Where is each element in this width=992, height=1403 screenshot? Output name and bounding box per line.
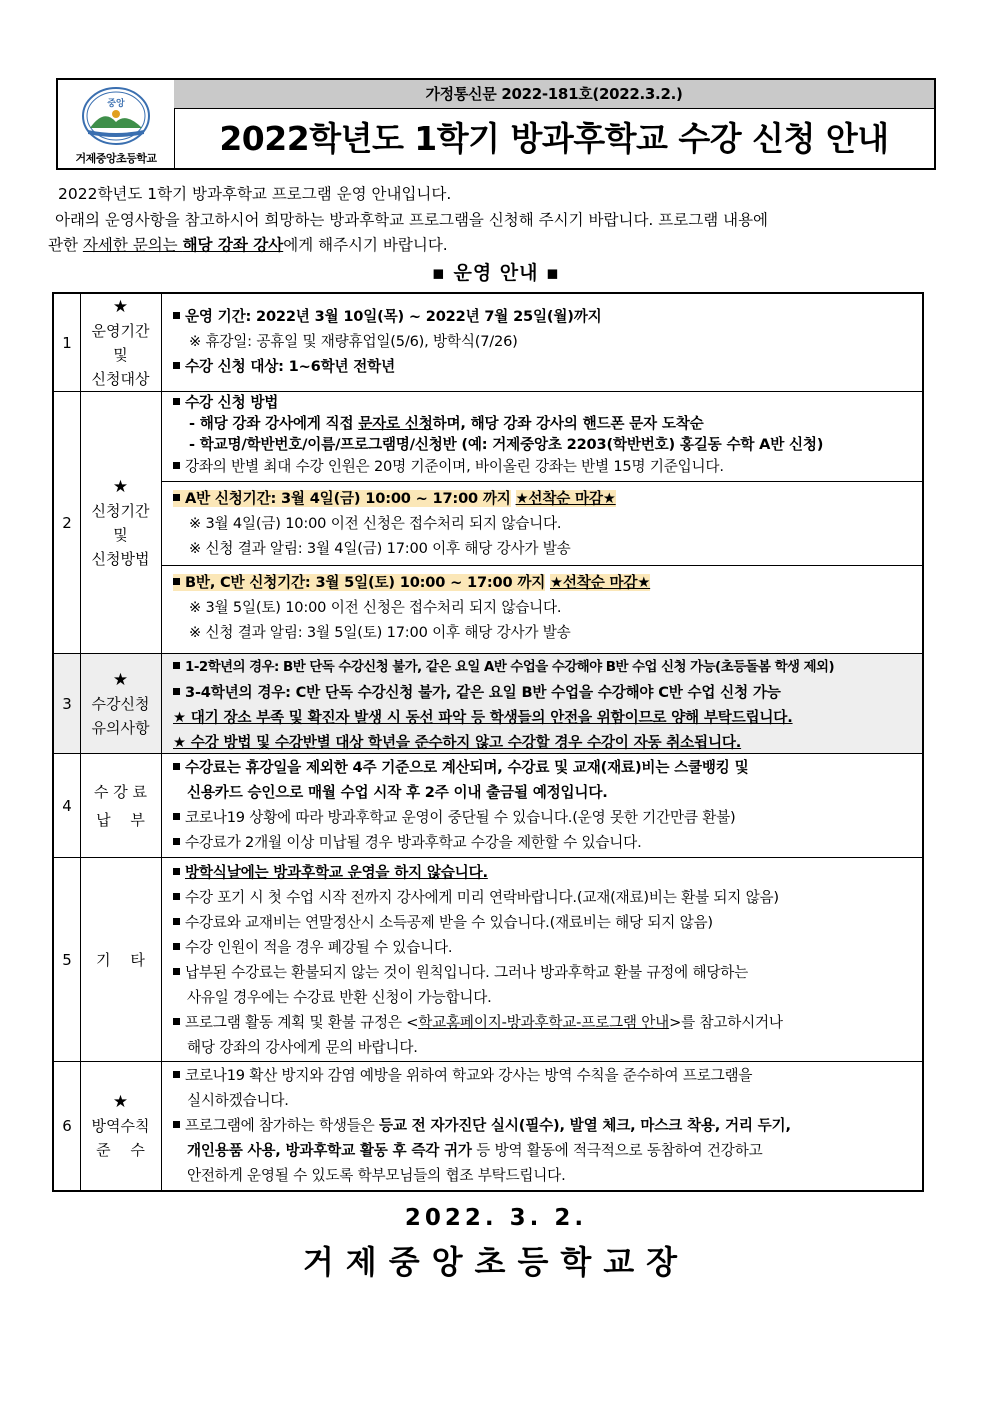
list-item xyxy=(173,860,922,885)
category-label: 신청대상 xyxy=(91,369,150,388)
item-text: 수강 인원이 적을 경우 폐강될 수 있습니다. xyxy=(185,939,453,956)
content-block xyxy=(161,392,922,482)
intro-line-1: 2022학년도 1학기 방과후학교 프로그램 운영 안내입니다. xyxy=(58,185,452,203)
table-row xyxy=(54,754,922,858)
row-number: 5 xyxy=(54,858,81,1061)
list-item xyxy=(173,885,922,910)
list-item xyxy=(173,455,922,479)
bullet-icon xyxy=(173,1071,180,1078)
list-item: ※ 3월 5일(토) 10:00 이전 신청은 접수처리 되지 않습니다. xyxy=(189,599,562,616)
list-item xyxy=(173,755,922,780)
list-item: ※ 신청 결과 알림: 3월 4일(금) 17:00 이후 해당 강사가 발송 xyxy=(189,540,571,557)
row-category xyxy=(80,1062,162,1190)
item-text: 하며, 해당 강좌 강사의 핸드폰 문자 도착순 xyxy=(432,415,704,432)
list-item: 안전하게 운영될 수 있도록 학부모님들의 협조 부탁드립니다. xyxy=(187,1167,566,1184)
row-content xyxy=(161,294,922,391)
school-logo xyxy=(58,80,175,168)
list-item xyxy=(173,960,922,985)
item-text: >를 참고하시거나 xyxy=(669,1014,783,1031)
item-bold: 등교 전 자가진단 실시(필수), 발열 체크, 마스크 착용, 거리 두기, xyxy=(379,1117,791,1134)
list-item xyxy=(173,1138,922,1163)
category-label: 수 강 료 xyxy=(93,782,147,801)
row-number: 3 xyxy=(54,654,81,753)
item-text: 수강 신청 방법 xyxy=(185,394,279,411)
list-item: 사유일 경우에는 수강료 반환 신청이 가능합니다. xyxy=(187,989,492,1006)
item-text: 3-4학년의 경우: C반 단독 수강신청 불가, 같은 요일 B반 수업을 수강해야 C반 수업 신청 가능 xyxy=(185,684,781,701)
row-category xyxy=(80,754,162,857)
row-number: 6 xyxy=(54,1062,81,1190)
row-number: 2 xyxy=(54,392,81,653)
item-text: 코로나19 상황에 따라 방과후학교 운영이 중단될 수 있습니다.(운영 못한 기간만큼 환불) xyxy=(185,809,736,826)
list-item: 실시하겠습니다. xyxy=(187,1092,289,1109)
content-block xyxy=(161,754,922,855)
item-text: 수강료가 2개월 이상 미납될 경우 방과후학교 수강을 제한할 수 있습니다. xyxy=(185,834,642,851)
bullet-icon xyxy=(173,494,180,501)
bullet-icon xyxy=(173,918,180,925)
list-item: ※ 휴강일: 공휴일 및 재량휴업일(5/6), 방학식(7/26) xyxy=(189,333,518,350)
item-text: 운영 기간: 2022년 3월 10일(목) ~ 2022년 7월 25일(월)까지 xyxy=(185,308,602,325)
row-category xyxy=(80,294,162,391)
category-label: 및 xyxy=(113,525,128,544)
bullet-icon xyxy=(173,868,180,875)
first-come-badge: ★선착순 마감★ xyxy=(515,490,616,507)
page-title: 2022학년도 1학기 방과후학교 수강 신청 안내 xyxy=(219,119,889,158)
row-category xyxy=(80,858,162,1061)
intro-underlined: 자세한 문의는 xyxy=(82,236,183,254)
category-label: 납 부 xyxy=(96,810,145,829)
item-text: 1-2학년의 경우: B반 단독 수강신청 불가, 같은 요일 A반 수업을 수강해야 B반 수업 신청 가능(초등돌봄 학생 제외) xyxy=(185,660,835,675)
category-label: 방역수칙 xyxy=(91,1117,150,1135)
item-text: 강좌의 반별 최대 수강 인원은 20명 기준이며, 바이올린 강좌는 반별 15명 기준입니다. xyxy=(185,458,724,475)
bullet-icon xyxy=(173,312,180,319)
item-text: 수강료는 휴강일을 제외한 4주 기준으로 계산되며, 수강료 및 교재(재료)비는 스쿨뱅킹 및 xyxy=(185,759,749,776)
item-underlined: 문자로 신청 xyxy=(358,415,433,432)
row-content xyxy=(161,1062,922,1190)
table-row xyxy=(54,654,922,754)
list-item xyxy=(173,910,922,935)
list-item xyxy=(173,392,922,413)
row-number: 1 xyxy=(54,294,81,391)
table-row xyxy=(54,1062,922,1190)
list-item: - 학교명/학반번호/이름/프로그램명/신청반 (예: 거제중앙초 2203(학반번호) 홍길동 수학 A반 신청) xyxy=(189,436,824,453)
star-icon: ★ xyxy=(112,1092,129,1112)
table-row xyxy=(54,858,922,1062)
star-icon: ★ xyxy=(112,476,129,497)
bullet-icon xyxy=(173,813,180,820)
notice-number: 가정통신문 2022-181호(2022.3.2.) xyxy=(174,80,934,109)
list-item xyxy=(173,680,922,705)
school-emblem-icon xyxy=(80,86,152,150)
list-item: ※ 신청 결과 알림: 3월 5일(토) 17:00 이후 해당 강사가 발송 xyxy=(189,624,571,641)
intro-bold-underlined: 해당 강좌 강사 xyxy=(182,236,284,254)
bc-class-period: B반, C반 신청기간: 3월 5일(토) 10:00 ~ 17:00 까지 xyxy=(185,574,546,591)
category-label: 준 수 xyxy=(96,1141,145,1159)
item-text: 수강 신청 대상: 1~6학년 전학년 xyxy=(185,358,395,375)
category-label: 수강신청 xyxy=(91,694,150,713)
list-item xyxy=(173,805,922,830)
list-item xyxy=(173,354,922,379)
content-block xyxy=(161,654,922,755)
bullet-icon xyxy=(173,838,180,845)
homepage-reference: 학교홈페이지-방과후학교-프로그램 안내 xyxy=(418,1014,670,1031)
row-content xyxy=(161,654,922,753)
row-content xyxy=(161,392,922,653)
header-box xyxy=(56,78,936,170)
operations-heading: ▪ 운영 안내 ▪ xyxy=(431,262,560,284)
row-category xyxy=(80,654,162,753)
category-label: 및 xyxy=(113,345,128,364)
list-item xyxy=(173,655,922,680)
a-class-period: A반 신청기간: 3월 4일(금) 10:00 ~ 17:00 까지 xyxy=(185,490,511,507)
table-row xyxy=(54,392,922,654)
item-text: 방학식날에는 방과후학교 운영을 하지 않습니다. xyxy=(185,864,488,881)
bullet-icon xyxy=(173,1018,180,1025)
operations-table xyxy=(52,292,924,1192)
bullet-icon xyxy=(173,398,180,405)
row-category xyxy=(80,392,162,653)
list-item: 신용카드 승인으로 매월 수업 시작 후 2주 이내 출금될 예정입니다. xyxy=(187,784,608,801)
item-text: 등 방역 활동에 적극적으로 동참하여 건강하고 xyxy=(471,1142,763,1159)
bc-class-block xyxy=(161,566,922,645)
row-content xyxy=(161,754,922,857)
item-text: 수강료와 교재비는 연말정산시 소득공제 받을 수 있습니다.(재료비는 해당 되지 않음) xyxy=(185,914,713,931)
list-item: ★ 수강 방법 및 수강반별 대상 학년을 준수하지 않고 수강할 경우 수강이 자동 취소됩니다. xyxy=(173,734,742,751)
item-text: 프로그램 활동 계획 및 환불 규정은 < xyxy=(185,1014,419,1031)
emblem-text: 중앙 xyxy=(107,99,125,109)
bullet-icon xyxy=(173,968,180,975)
category-label: 신청방법 xyxy=(91,549,150,568)
intro-line-3 xyxy=(48,232,938,258)
star-icon: ★ xyxy=(112,296,129,317)
content-block xyxy=(161,294,922,379)
list-item xyxy=(173,413,922,434)
issue-date: 2022. 3. 2. xyxy=(404,1205,588,1231)
category-label: 신청기간 xyxy=(91,501,150,520)
list-item xyxy=(173,830,922,855)
category-label: 운영기간 xyxy=(91,321,150,340)
list-item: ※ 3월 4일(금) 10:00 이전 신청은 접수처리 되지 않습니다. xyxy=(189,515,562,532)
intro-text-end: 에게 해주시기 바랍니다. xyxy=(283,236,448,254)
content-block xyxy=(161,858,922,1060)
first-come-badge: ★선착순 마감★ xyxy=(550,574,651,591)
category-label: 기 타 xyxy=(96,950,145,969)
bullet-icon xyxy=(173,362,180,369)
list-item xyxy=(173,1010,922,1035)
bullet-icon xyxy=(173,662,180,669)
school-name-small: 거제중앙초등학교 xyxy=(75,152,157,165)
intro-text: 관한 xyxy=(48,236,83,254)
bullet-icon xyxy=(173,462,180,469)
list-item xyxy=(173,935,922,960)
item-text: 납부된 수강료는 환불되지 않는 것이 원칙입니다. 그러나 방과후학교 환불 규정에 해당하는 xyxy=(185,964,749,981)
table-row xyxy=(54,294,922,392)
bullet-icon xyxy=(173,578,180,585)
content-block xyxy=(161,1062,922,1188)
bullet-icon xyxy=(173,893,180,900)
bullet-icon xyxy=(173,943,180,950)
list-item xyxy=(173,1063,922,1088)
bullet-icon xyxy=(173,1121,180,1128)
intro-line-2: 아래의 운영사항을 참고하시어 희망하는 방과후학교 프로그램을 신청해 주시기 바랍니다. 프로그램 내용에 xyxy=(55,211,769,229)
list-item: 해당 강좌의 강사에게 문의 바랍니다. xyxy=(187,1039,418,1056)
item-text: 수강 포기 시 첫 수업 시작 전까지 강사에게 미리 연락바랍니다.(교재(재료)비는 환불 되지 않음) xyxy=(185,889,779,906)
category-label: 유의사항 xyxy=(91,718,150,737)
item-bold: 개인용품 사용, 방과후학교 활동 후 즉각 귀가 xyxy=(187,1142,472,1159)
list-item xyxy=(173,304,922,329)
row-content xyxy=(161,858,922,1061)
bullet-icon xyxy=(173,763,180,770)
item-text: 프로그램에 참가하는 학생들은 xyxy=(185,1117,379,1134)
a-class-block xyxy=(161,482,922,566)
list-item xyxy=(173,570,922,595)
item-text: - 해당 강좌 강사에게 직접 xyxy=(189,415,359,432)
list-item xyxy=(173,486,922,511)
principal-signature: 거제중앙초등학교장 xyxy=(302,1243,690,1281)
star-icon: ★ xyxy=(112,669,129,690)
list-item xyxy=(173,1113,922,1138)
bullet-icon xyxy=(173,688,180,695)
list-item: ★ 대기 장소 부족 및 확진자 발생 시 동선 파악 등 학생들의 안전을 위함이므로 양해 부탁드립니다. xyxy=(173,709,793,726)
item-text: 코로나19 확산 방지와 감염 예방을 위하여 학교와 강사는 방역 수칙을 준수하여 프로그램을 xyxy=(185,1067,753,1084)
row-number: 4 xyxy=(54,754,81,857)
